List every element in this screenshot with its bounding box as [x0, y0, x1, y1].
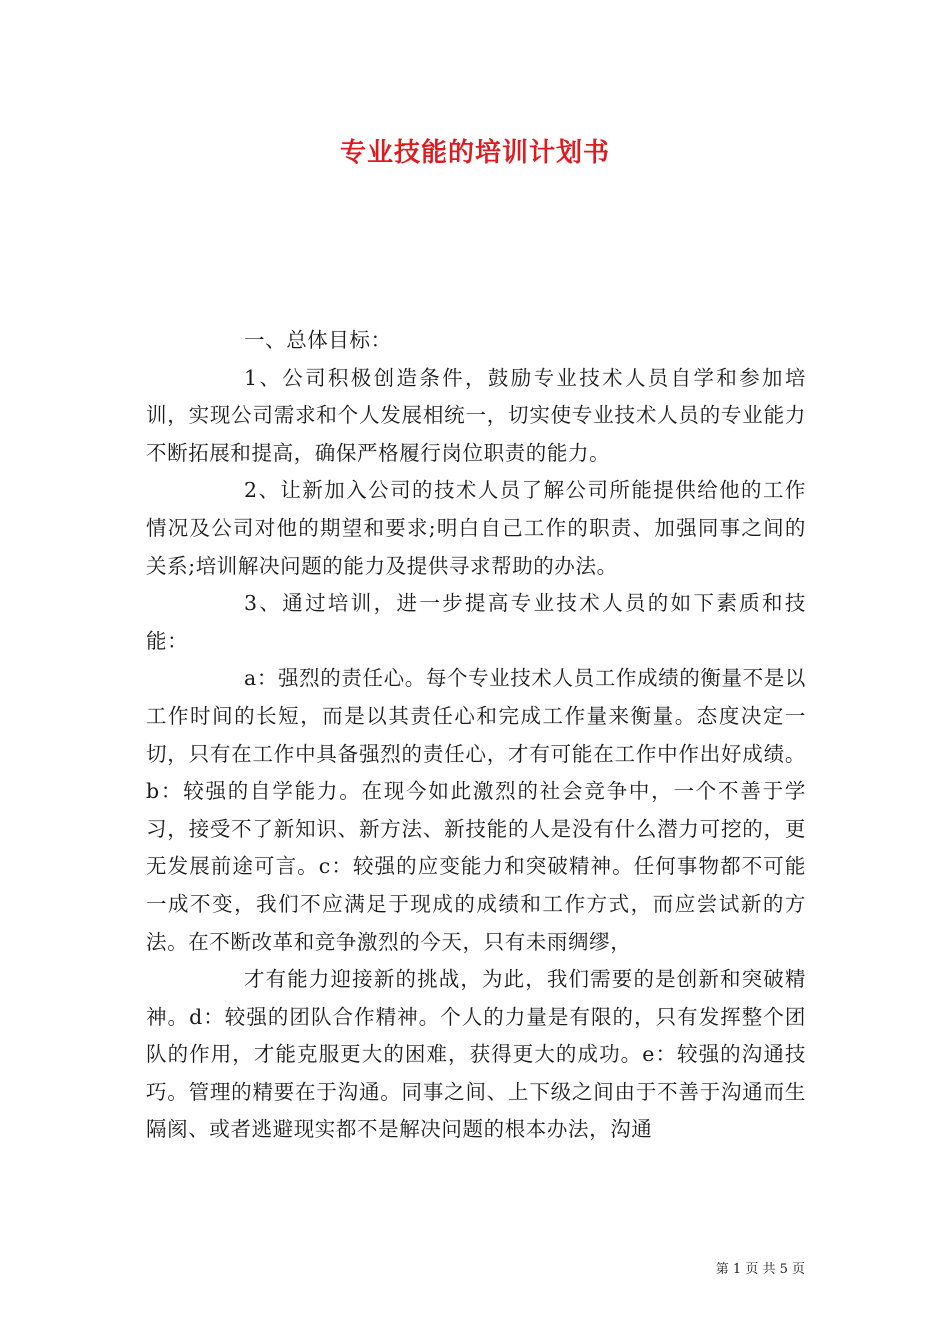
paragraph-qualities-d-e: 才有能力迎接新的挑战，为此，我们需要的是创新和突破精神。d：较强的团队合作精神。个人的力量是有限的，只有发挥整个团队的作用，才能克服更大的困难，获得更大的成功。e：较强的沟通技巧。管理的精要在于沟通。同事之间、上下级之间由于不善于沟通而生隔阂、或者逃避现实都不是解决问题的根本办法，沟通	[146, 967, 806, 1142]
paragraph-qualities-a-c: a：强烈的责任心。每个专业技术人员工作成绩的衡量不是以工作时间的长短，而是以其责任心和完成工作量来衡量。态度决定一切，只有在工作中具备强烈的责任心，才有可能在工作中作出好成绩。b：较强的自学能力。在现今如此激烈的社会竞争中，一个不善于学习，接受不了新知识、新方法、新技能的人是没有什么潜力可挖的，更无发展前途可言。c：较强的应变能力和突破精神。任何事物都不可能一成不变，我们不应满足于现成的成绩和工作方式，而应尝试新的方法。在不断改革和竞争激烈的今天，只有未雨绸缪，	[146, 666, 806, 954]
document-body	[146, 322, 806, 1149]
paragraph-goal-1: 1、公司积极创造条件，鼓励专业技术人员自学和参加培训，实现公司需求和个人发展相统一，切实使专业技术人员的专业能力不断拓展和提高，确保严格履行岗位职责的能力。	[146, 365, 806, 465]
paragraph-goal-2: 2、让新加入公司的技术人员了解公司所能提供给他的工作情况及公司对他的期望和要求;明白自己工作的职责、加强同事之间的关系;培训解决问题的能力及提供寻求帮助的办法。	[146, 478, 806, 578]
page-number: 第 1 页 共 5 页	[715, 1262, 805, 1277]
section-heading: 一、总体目标：	[244, 328, 392, 352]
document-title: 专业技能的培训计划书	[339, 138, 610, 168]
paragraph-goal-3: 3、通过培训，进一步提高专业技术人员的如下素质和技能：	[146, 591, 806, 653]
